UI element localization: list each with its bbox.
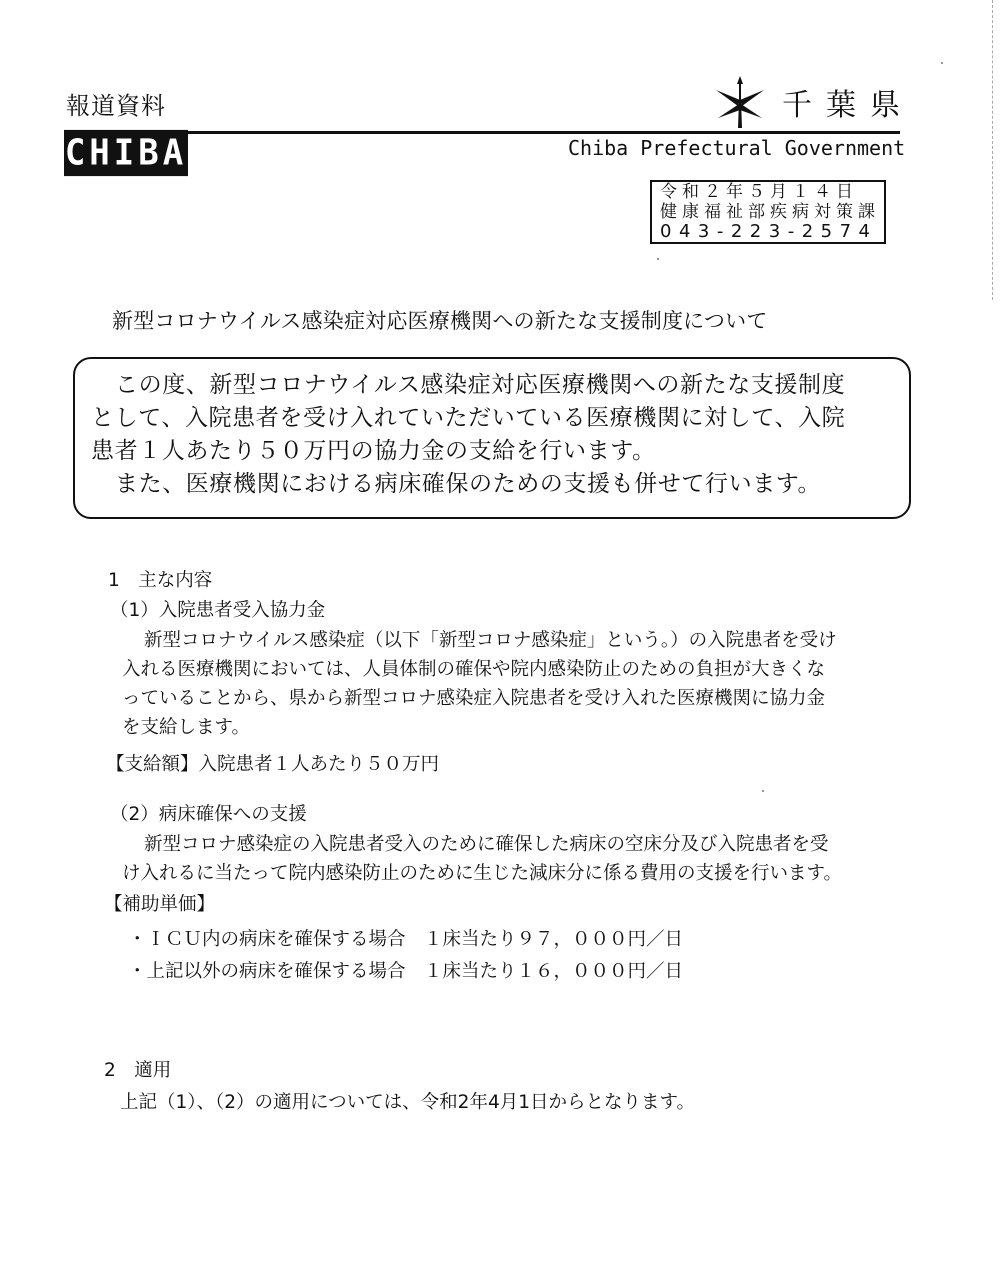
chiba-logo: CHIBA: [64, 130, 188, 176]
paragraph-line: 新型コロナウイルス感染症（以下「新型コロナ感染症」という。）の入院患者を受け: [144, 630, 837, 651]
chiba-emblem-icon: [712, 74, 768, 130]
summary-line: この度、新型コロナウイルス感染症対応医療機関への新たな支援制度: [115, 372, 846, 398]
document-type-label: 報道資料: [66, 92, 166, 120]
scan-speck: [657, 258, 659, 260]
subsection1-paragraph: [122, 626, 837, 742]
unit-price-list: [128, 924, 683, 988]
unit-price-item-other: ・上記以外の病床を確保する場合 １床当たり１６，０００円／日: [128, 961, 684, 982]
scan-speck: [941, 62, 943, 64]
summary-line: として、入院患者を受け入れていただいている医療機関に対して、入院: [91, 405, 846, 431]
contact-info-box: [650, 180, 886, 244]
paragraph-line: 新型コロナ感染症の入院患者受入のために確保した病床の空床分及び入院患者を受: [144, 834, 829, 855]
unit-price-label: 【補助単価】: [104, 894, 216, 915]
header-rule: [64, 131, 900, 134]
subsection2-paragraph: [122, 830, 842, 888]
payment-amount: 【支給額】入院患者１人あたり５０万円: [106, 754, 440, 775]
subsection2-heading: （2）病床確保への支援: [110, 804, 307, 825]
paragraph-line: け入れるに当たって院内感染防止のために生じた減床分に係る費用の支援を行います。: [122, 863, 843, 884]
document-title: 新型コロナウイルス感染症対応医療機関への新たな支援制度について: [112, 309, 768, 333]
section1-heading: 1 主な内容: [108, 570, 213, 591]
scan-edge-line: [992, 0, 994, 300]
prefecture-name: 千葉県: [782, 88, 914, 123]
subsection1-heading: （1）入院患者受入協力金: [110, 600, 326, 621]
release-date: 令和２年５月１４日: [660, 182, 858, 202]
phone-number: 043-223-2574: [660, 221, 878, 242]
section2-text: 上記（1）、（2）の適用については、令和2年4月1日からとなります。: [120, 1092, 696, 1113]
paragraph-line: っていることから、県から新型コロナ感染症入院患者を受け入れた医療機関に協力金: [122, 688, 826, 709]
section2-heading: 2 適用: [104, 1060, 172, 1081]
department-name: 健康福祉部疾病対策課: [660, 202, 880, 222]
paragraph-line: 入れる医療機関においては、人員体制の確保や院内感染防止のための負担が大きくな: [122, 659, 826, 680]
unit-price-item-icu: ・ＩＣＵ内の病床を確保する場合 １床当たり９７，０００円／日: [128, 929, 684, 950]
prefecture-name-english: Chiba Prefectural Government: [568, 136, 906, 160]
paragraph-line: を支給します。: [122, 717, 251, 738]
summary-line: 患者１人あたり５０万円の協力金の支給を行います。: [91, 438, 656, 464]
summary-line: また、医療機関における病床確保のための支援も併せて行います。: [115, 471, 822, 497]
summary-box: [73, 357, 911, 519]
scan-speck: [762, 790, 764, 792]
